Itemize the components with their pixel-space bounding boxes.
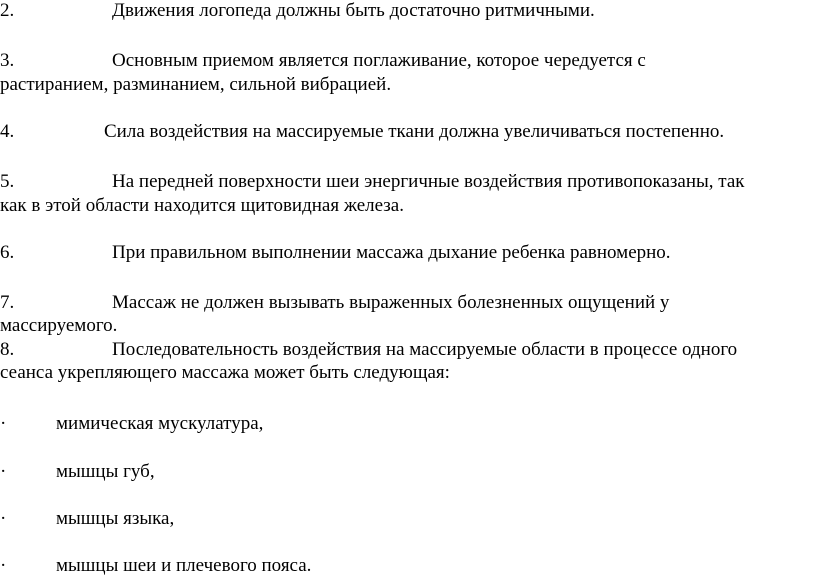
item-number: 8.	[0, 339, 15, 360]
item-number: 2.	[0, 0, 15, 21]
bullet-text: мышцы губ,	[56, 461, 155, 482]
bullet-marker: ·	[0, 461, 7, 482]
bullet-text: мимическая мускулатура,	[56, 413, 264, 434]
item-text: Массаж не должен вызывать выраженных болезненных ощущений у	[112, 292, 670, 313]
item-text: При правильном выполнении массажа дыхание ребенка равномерно.	[112, 242, 671, 263]
item-text: Движения логопеда должны быть достаточно ритмичными.	[112, 0, 595, 21]
item-text: сеанса укрепляющего массажа может быть следующая:	[0, 362, 450, 383]
item-number: 4.	[0, 121, 15, 142]
item-text: Сила воздействия на массируемые ткани должна увеличиваться постепенно.	[104, 121, 725, 142]
item-text: На передней поверхности шеи энергичные воздействия противопоказаны, так	[112, 171, 745, 192]
item-text: Основным приемом является поглаживание, которое чередуется с	[112, 50, 646, 71]
bullet-text: мышцы шеи и плечевого пояса.	[56, 555, 312, 576]
item-text: Последовательность воздействия на массируемые области в процессе одного	[112, 339, 738, 360]
bullet-marker: ·	[0, 413, 7, 434]
item-text: как в этой области находится щитовидная железа.	[0, 195, 404, 216]
item-number: 5.	[0, 171, 15, 192]
bullet-marker: ·	[0, 508, 7, 529]
item-number: 7.	[0, 292, 15, 313]
item-text: массируемого.	[0, 315, 118, 336]
item-text: растиранием, разминанием, сильной вибрацией.	[0, 74, 392, 95]
item-number: 3.	[0, 50, 15, 71]
bullet-text: мышцы языка,	[56, 508, 175, 529]
bullet-marker: ·	[0, 555, 7, 576]
item-number: 6.	[0, 242, 15, 263]
